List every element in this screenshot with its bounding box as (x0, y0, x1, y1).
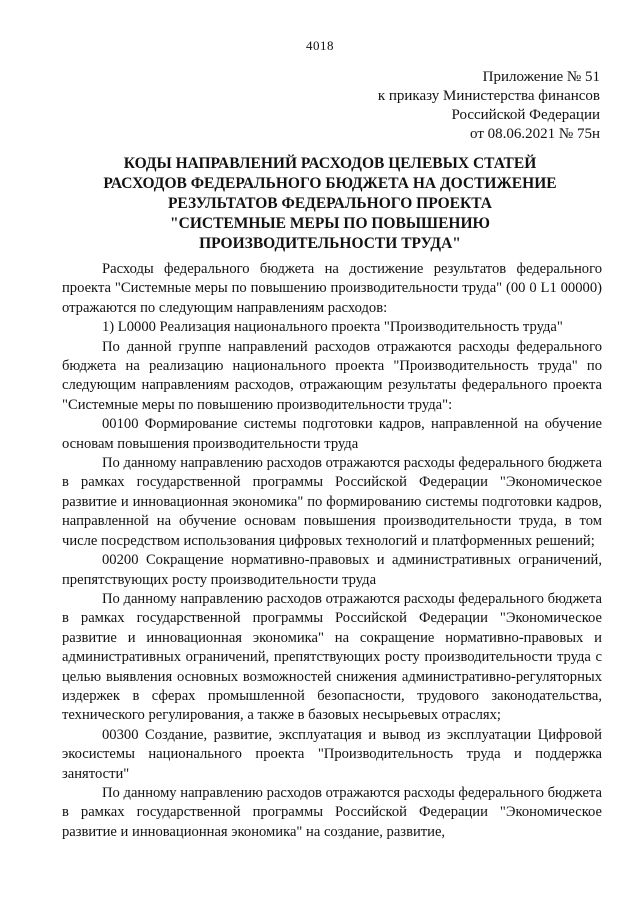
paragraph-code-00200-description: По данному направлению расходов отражаются расходы федерального бюджета в рамках государственной программы Российской Федерации "Экономическое развитие и инновационная экономика" на сокращение нормативно-правовых и административных ограничений, препятствующих росту производительности труда с целью выявления основных возможностей снижения административно-регуляторных издержек в сферах промышленной безопасности, трудового законодательства, технического регулирования, а также в базовых несырьевых отраслях; (62, 590, 602, 724)
appendix-header (378, 68, 600, 144)
paragraph-group-l0000: 1) L0000 Реализация национального проекта "Производительность труда" (102, 319, 563, 336)
appendix-line: Российской Федерации (451, 107, 600, 123)
document-body (62, 260, 602, 842)
title-line: РЕЗУЛЬТАТОВ ФЕДЕРАЛЬНОГО ПРОЕКТА (167, 195, 493, 212)
paragraph-intro: Расходы федерального бюджета на достижение результатов федерального проекта "Системные меры по повышению производительности труда" (00 0 L1 00000) отражаются по следующим направлениям расходов: (62, 261, 602, 316)
appendix-line: к приказу Министерства финансов (377, 88, 600, 104)
paragraph-code-00300-description: По данному направлению расходов отражаются расходы федерального бюджета в рамках государственной программы Российской Федерации "Экономическое развитие и инновационная экономика" на создание, развитие, (62, 784, 602, 840)
paragraph-code-00100: 00100 Формирование системы подготовки кадров, направленной на обучение основам повышения производительности труда (62, 416, 602, 452)
paragraph-group-description: По данной группе направлений расходов отражаются расходы федерального бюджета на реализацию национального проекта "Производительность труда" по следующим направлениям расходов, отражающим результаты федерального проекта "Системные меры по повышению производительности труда": (62, 338, 602, 413)
title-line: КОДЫ НАПРАВЛЕНИЙ РАСХОДОВ ЦЕЛЕВЫХ СТАТЕЙ (123, 155, 537, 172)
title-line: "СИСТЕМНЫЕ МЕРЫ ПО ПОВЫШЕНИЮ (170, 215, 490, 232)
paragraph-code-00200: 00200 Сокращение нормативно-правовых и административных ограничений, препятствующих росту производительности труда (62, 552, 602, 588)
appendix-line: от 08.06.2021 № 75н (470, 126, 600, 142)
title-line: ПРОИЗВОДИТЕЛЬНОСТИ ТРУДА" (199, 235, 461, 252)
paragraph-code-00100-description: По данному направлению расходов отражаются расходы федерального бюджета в рамках государственной программы Российской Федерации "Экономическое развитие и инновационная экономика" по формированию системы подготовки кадров, направленной на обучение основам повышения производительности труда, в том числе посредством использования цифровых технологий и платформенных решений; (62, 455, 602, 549)
paragraph-code-00300: 00300 Создание, развитие, эксплуатация и вывод из эксплуатации Цифровой экосистемы национального проекта "Производительность труда и поддержка занятости" (62, 726, 602, 782)
document-title (60, 154, 600, 254)
title-line: РАСХОДОВ ФЕДЕРАЛЬНОГО БЮДЖЕТА НА ДОСТИЖЕНИЕ (103, 175, 557, 192)
page-number: 4018 (306, 38, 334, 53)
appendix-line: Приложение № 51 (482, 69, 600, 85)
